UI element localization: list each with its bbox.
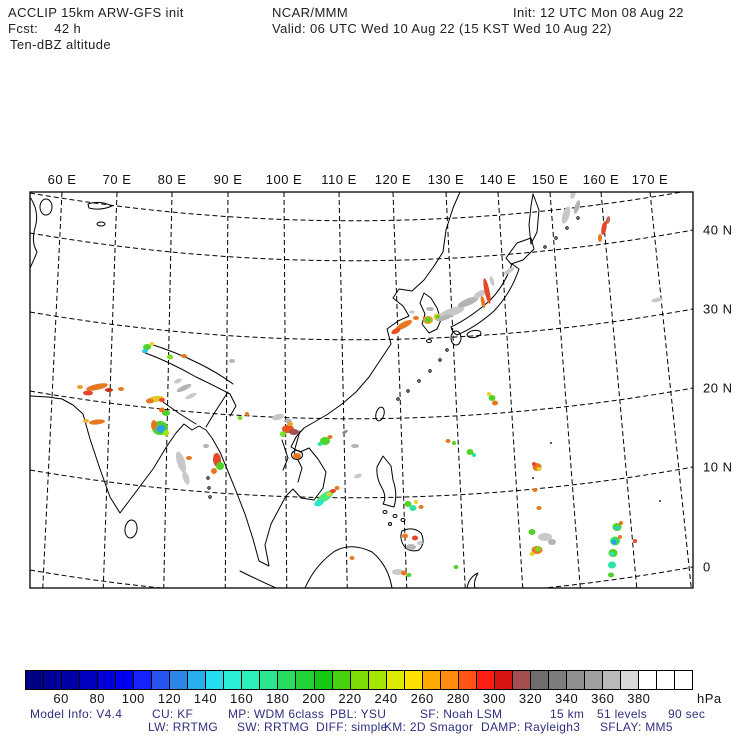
lon-label: 60 E <box>47 172 77 187</box>
colorbar-tick: 160 <box>230 691 254 706</box>
meridian-line <box>550 192 580 588</box>
coastline-jeju <box>427 340 432 343</box>
echo-blob <box>659 500 661 502</box>
coastline-sulawesi <box>467 573 478 588</box>
echo-blob <box>412 536 418 541</box>
colorbar-segment <box>638 670 657 690</box>
colorbar-segment <box>566 670 585 690</box>
colorbar-segment <box>223 670 242 690</box>
echo-blob <box>83 419 89 423</box>
echo-blob <box>77 385 83 389</box>
echo-blob <box>487 392 491 396</box>
echo-blob <box>401 571 407 576</box>
colorbar-tick: 120 <box>157 691 182 706</box>
colorbar-tick: 180 <box>266 691 290 706</box>
echo-blob <box>598 234 602 242</box>
echo-blob <box>406 544 416 550</box>
echo-blob <box>174 377 183 384</box>
echo-blob <box>245 412 249 416</box>
echo-blob <box>186 456 192 460</box>
lake-balkhash <box>88 202 112 209</box>
model-info-item: DAMP: Rayleigh3 <box>481 720 581 734</box>
meridian-line <box>446 192 465 588</box>
meridian-line <box>43 192 62 588</box>
model-info-item: CU: KF <box>152 707 194 721</box>
plot-title: ACCLIP 15km ARW-GFS init <box>8 5 184 20</box>
echo-blob <box>330 489 336 493</box>
colorbar-segment <box>350 670 369 690</box>
colorbar-segment <box>674 670 693 690</box>
echo-blob <box>351 444 359 448</box>
echo-blob <box>446 439 451 443</box>
colorbar-unit: hPa <box>697 691 722 706</box>
colorbar-segment <box>79 670 98 690</box>
echo-blob <box>550 442 552 444</box>
colorbar-segment <box>187 670 206 690</box>
meridian-line <box>284 192 287 588</box>
caspian-shore <box>30 197 37 268</box>
echo-blob <box>537 467 542 471</box>
echo-blob <box>174 450 188 473</box>
echo-blob <box>530 552 535 556</box>
colorbar-tick: 340 <box>555 691 579 706</box>
lat-label: 30 N <box>703 301 733 317</box>
coastline-kyushu <box>451 331 461 345</box>
model-info-item: 51 levels <box>597 707 648 721</box>
lon-label: 120 E <box>374 172 412 187</box>
colorbar-tick: 100 <box>121 691 145 706</box>
echo-blob <box>425 318 431 323</box>
coastline-sakhalin <box>529 194 539 244</box>
colorbar-segment <box>530 670 549 690</box>
parallel-line <box>30 309 693 340</box>
echo-blob <box>159 398 165 402</box>
echo-blob <box>289 429 299 435</box>
coastline <box>30 192 460 566</box>
colorbar-tick: 300 <box>482 691 506 706</box>
himalaya-border2 <box>150 344 233 384</box>
echo-blob <box>211 468 217 474</box>
echo-blob <box>151 420 157 430</box>
lon-label: 140 E <box>479 172 517 187</box>
echo-blob <box>238 416 243 420</box>
echo-blob <box>146 399 154 404</box>
colorbar-segment <box>205 670 224 690</box>
echo-blob <box>503 266 515 276</box>
lat-label: 20 N <box>703 380 733 396</box>
echo-blob <box>142 349 148 353</box>
colorbar-segment <box>259 670 278 690</box>
graticule <box>30 190 693 598</box>
echo-blob <box>535 547 541 552</box>
colorbar-segment <box>241 670 260 690</box>
echo-blob <box>105 388 113 392</box>
colorbar-segment <box>133 670 152 690</box>
echo-blob <box>537 506 542 510</box>
echo-blob <box>480 296 486 309</box>
echo-blob <box>203 444 209 448</box>
echo-blob <box>472 453 476 457</box>
colorbar-tick: 260 <box>410 691 434 706</box>
echo-blob <box>335 486 340 490</box>
colorbar-segment <box>61 670 80 690</box>
parallel-line <box>30 230 693 261</box>
colorbar-segment <box>620 670 639 690</box>
colorbar-segment <box>115 670 134 690</box>
echo-blob <box>150 342 155 346</box>
echo-blob <box>619 521 623 525</box>
coastline-luzon <box>377 456 396 507</box>
colorbar-segment <box>43 670 62 690</box>
colorbar-segment <box>25 670 44 690</box>
model-info-item: SFLAY: MM5 <box>600 720 673 734</box>
echo-blob <box>402 534 408 539</box>
echo-blob <box>318 442 323 446</box>
echo-blob <box>489 276 495 287</box>
echo-blob <box>167 355 173 360</box>
lon-label: 90 E <box>213 172 243 187</box>
echo-blob <box>354 473 363 479</box>
colorbar-segment <box>476 670 495 690</box>
colorbar-segment <box>97 670 116 690</box>
echo-blob <box>89 419 105 426</box>
echo-blob <box>159 408 165 413</box>
border-indochina2 <box>282 440 288 470</box>
meridian-line <box>339 192 347 588</box>
org-label: NCAR/MMM <box>272 5 349 20</box>
colorbar-segment <box>602 670 621 690</box>
colorbar-segment <box>440 670 459 690</box>
lat-label: 0 <box>703 559 711 575</box>
echo-blob <box>414 500 418 504</box>
coastline-shikoku <box>466 329 481 338</box>
lon-label: 80 E <box>157 172 187 187</box>
colorbar-tick: 220 <box>338 691 362 706</box>
echo-blob <box>409 311 415 314</box>
echo-blob <box>608 573 614 578</box>
model-info-item: KM: 2D Smagor <box>384 720 474 734</box>
colorbar-tick: 80 <box>89 691 105 706</box>
echo-blob <box>615 526 620 530</box>
echo-blob <box>618 535 622 539</box>
echo-blob <box>185 392 198 401</box>
echo-blob <box>342 429 349 435</box>
model-info-item: MP: WDM 6class <box>228 707 325 721</box>
colorbar-segment <box>656 670 675 690</box>
colorbar-segment <box>494 670 513 690</box>
echo-blob <box>569 189 576 200</box>
coastline-hokkaido <box>506 238 534 264</box>
echo-blob <box>413 316 419 320</box>
colorbar-segment <box>458 670 477 690</box>
lon-label: 100 E <box>265 172 303 187</box>
lon-label: 160 E <box>582 172 620 187</box>
echo-blob <box>612 540 617 545</box>
coastline-srilanka <box>124 519 138 538</box>
lon-label: 130 E <box>427 172 465 187</box>
echo-blob <box>216 462 224 470</box>
colorbar-segment <box>314 670 333 690</box>
colorbar-tick: 140 <box>193 691 218 706</box>
echo-blob <box>608 562 616 569</box>
echo-blob <box>327 492 332 496</box>
echo-blob <box>229 359 235 363</box>
echo-blob <box>532 462 536 466</box>
model-info-item: PBL: YSU <box>330 707 387 721</box>
map-frame <box>30 192 693 588</box>
colorbar-segment <box>151 670 170 690</box>
colorbar-segment <box>169 670 188 690</box>
model-info-item: 15 km <box>550 707 585 721</box>
model-info-item: LW: RRTMG <box>148 720 219 734</box>
echo-blob <box>293 453 301 459</box>
lake-aral <box>40 199 52 215</box>
coastline-korea <box>420 293 441 333</box>
colorbar-tick: 60 <box>53 691 69 706</box>
echo-blob <box>407 573 412 577</box>
init-time: Init: 12 UTC Mon 08 Aug 22 <box>513 5 684 20</box>
colorbar-tick: 280 <box>446 691 470 706</box>
lon-label: 170 E <box>631 172 669 187</box>
echo-blob <box>452 441 456 445</box>
fcst-hour: Fcst: 42 h <box>8 21 82 36</box>
echo-blob <box>419 505 424 509</box>
meridian-line <box>393 192 407 588</box>
echo-blob <box>454 565 459 569</box>
colorbar-segment <box>332 670 351 690</box>
echo-blob <box>181 470 191 485</box>
model-info-item: SW: RRTMG <box>237 720 310 734</box>
meridian-line <box>225 192 228 588</box>
echo-blob <box>350 556 355 560</box>
echo-blob <box>529 529 536 535</box>
model-info-item: SF: Noah LSM <box>420 707 503 721</box>
echo-blob <box>633 539 637 543</box>
echo-blob <box>271 413 284 422</box>
echo-blob <box>533 488 538 492</box>
echo-blob <box>287 422 293 426</box>
echo-blob <box>280 431 286 437</box>
colorbar-segment <box>548 670 567 690</box>
colorbar <box>25 670 693 690</box>
colorbar-tick: 360 <box>591 691 615 706</box>
colorbar-tick: 320 <box>518 691 543 706</box>
echo-blob <box>181 354 187 358</box>
colorbar-segment <box>584 670 603 690</box>
colorbar-tick: 380 <box>627 691 651 706</box>
colorbar-tick: 200 <box>302 691 326 706</box>
parallel-line <box>30 190 693 221</box>
echo-blob <box>83 391 93 396</box>
lat-label: 10 N <box>703 459 733 475</box>
echo-blob <box>492 401 498 406</box>
colorbar-segment <box>422 670 441 690</box>
model-info-item: Model Info: V4.4 <box>30 707 123 721</box>
colorbar-segment <box>368 670 387 690</box>
echo-blob <box>532 477 534 479</box>
model-info-item: 90 sec <box>668 707 706 721</box>
field-label: Ten-dBZ altitude <box>10 37 112 52</box>
lake-issyk <box>97 222 105 226</box>
coastline-borneo <box>305 547 392 588</box>
colorbar-segment <box>404 670 423 690</box>
echo-blob <box>560 205 572 224</box>
coastline-taiwan <box>374 406 385 422</box>
parallel-line <box>30 467 693 498</box>
lon-label: 110 E <box>321 172 357 187</box>
echo-blob <box>410 505 417 511</box>
colorbar-segment <box>386 670 405 690</box>
meridian-line <box>650 192 691 588</box>
colorbar-tick: 240 <box>374 691 398 706</box>
echo-blob <box>426 307 434 311</box>
echo-blob <box>417 541 423 545</box>
coastline-sumatra <box>240 571 276 588</box>
coastline-honshu <box>451 264 519 335</box>
lon-label: 70 E <box>102 172 132 187</box>
echo-blob <box>118 387 124 391</box>
lat-label: 40 N <box>703 222 733 238</box>
lon-label: 150 E <box>531 172 569 187</box>
colorbar-segment <box>512 670 531 690</box>
colorbar-segment <box>277 670 296 690</box>
model-info-item: DIFF: simple <box>316 720 388 734</box>
colorbar-segment <box>295 670 314 690</box>
echo-blob <box>328 435 333 439</box>
valid-time: Valid: 06 UTC Wed 10 Aug 22 (15 KST Wed 10 Aug 22) <box>272 21 612 36</box>
echo-blob <box>610 552 614 556</box>
parallel-line <box>30 388 693 419</box>
parallel-line <box>30 567 693 598</box>
echo-blob <box>163 430 169 436</box>
river2 <box>206 392 228 427</box>
echo-blob <box>176 382 193 393</box>
echo-blob <box>548 539 556 545</box>
